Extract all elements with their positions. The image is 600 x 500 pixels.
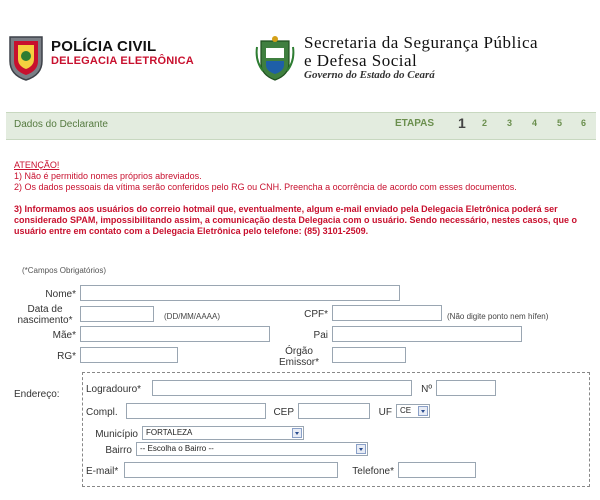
orgao-emissor-label-line1: Órgão bbox=[285, 346, 313, 357]
dropdown-arrow-icon[interactable] bbox=[292, 428, 302, 438]
nome-input[interactable] bbox=[80, 285, 400, 301]
rg-input[interactable] bbox=[80, 347, 178, 363]
bairro-label: Bairro bbox=[105, 445, 132, 456]
numero-label: Nº bbox=[421, 384, 432, 395]
municipio-select[interactable] bbox=[142, 426, 304, 440]
uf-select[interactable] bbox=[396, 404, 430, 418]
governo-subtitle: Governo do Estado do Ceará bbox=[304, 69, 435, 81]
uf-select-value: CE bbox=[400, 406, 412, 415]
pai-input[interactable] bbox=[332, 326, 522, 342]
numero-input[interactable] bbox=[436, 380, 496, 396]
logradouro-label: Logradouro* bbox=[86, 384, 142, 395]
rg-label: RG* bbox=[57, 351, 76, 362]
cpf-input[interactable] bbox=[332, 305, 442, 321]
email-label: E-mail* bbox=[86, 466, 119, 477]
mae-input[interactable] bbox=[80, 326, 270, 342]
telefone-label: Telefone* bbox=[352, 466, 394, 477]
notice-line-1: 1) Não é permitido nomes próprios abreviados. bbox=[14, 171, 202, 181]
cpf-label: CPF* bbox=[304, 309, 328, 320]
agency-title: POLÍCIA CIVIL bbox=[51, 38, 157, 55]
section-label: Dados do Declarante bbox=[14, 119, 108, 130]
bairro-select-value: -- Escolha o Bairro -- bbox=[140, 444, 214, 453]
municipio-label: Município bbox=[95, 429, 138, 440]
orgao-emissor-label-line2: Emissor* bbox=[278, 357, 319, 368]
step-4[interactable]: 4 bbox=[532, 118, 538, 128]
data-nascimento-input[interactable] bbox=[80, 306, 154, 322]
data-nascimento-label-line1: Data de bbox=[27, 304, 63, 315]
secretaria-title-line2: e Defesa Social bbox=[304, 51, 418, 70]
secretaria-title-line1: Secretaria da Segurança Pública bbox=[304, 33, 539, 52]
step-2[interactable]: 2 bbox=[482, 118, 488, 128]
data-nascimento-label-line2: nascimento* bbox=[17, 315, 73, 326]
data-nascimento-label bbox=[14, 304, 76, 326]
cep-label: CEP bbox=[273, 407, 294, 418]
step-1[interactable]: 1 bbox=[458, 115, 466, 131]
state-crest-logo bbox=[255, 35, 295, 81]
step-5[interactable]: 5 bbox=[557, 118, 563, 128]
cep-input[interactable] bbox=[298, 403, 370, 419]
telefone-input[interactable] bbox=[398, 462, 476, 478]
data-format-hint: (DD/MM/AAAA) bbox=[164, 312, 220, 321]
nome-label: Nome* bbox=[45, 289, 76, 300]
notice-line-2: 2) Os dados pessoais da vítima serão conferidos pelo RG ou CNH. Preencha a ocorrência de acordo com esses documentos. bbox=[14, 182, 517, 192]
step-3[interactable]: 3 bbox=[507, 118, 513, 128]
notice-line-3: 3) Informamos aos usuários do correio hotmail que, eventualmente, algum e-mail enviado pela Delegacia Eletrônica poderá ser considerado SPAM, impossibilitando assim, a comunicação desta Delegacia com o usuário. Sendo necessário, nestes casos, que o usuário entre em contato com a Delegacia Eletrônica pelo telefone: (85) 3101-2509. bbox=[14, 204, 578, 236]
dropdown-arrow-icon[interactable] bbox=[418, 406, 428, 416]
uf-label: UF bbox=[378, 407, 392, 418]
orgao-emissor-input[interactable] bbox=[332, 347, 406, 363]
etapas-label: ETAPAS bbox=[395, 118, 435, 129]
step-6[interactable]: 6 bbox=[581, 118, 587, 128]
required-fields-note: (*Campos Obrigatórios) bbox=[22, 266, 107, 275]
pai-label: Pai bbox=[313, 330, 328, 341]
dropdown-arrow-icon[interactable] bbox=[356, 444, 366, 454]
logradouro-input[interactable] bbox=[152, 380, 412, 396]
email-input[interactable] bbox=[124, 462, 338, 478]
endereco-label: Endereço: bbox=[14, 389, 60, 400]
police-badge-logo bbox=[6, 33, 46, 81]
complemento-label: Compl. bbox=[86, 407, 118, 418]
bairro-select[interactable] bbox=[136, 442, 368, 456]
complemento-input[interactable] bbox=[126, 403, 266, 419]
cpf-hint: (Não digite ponto nem hífen) bbox=[447, 312, 549, 321]
orgao-emissor-label bbox=[270, 346, 328, 368]
attention-heading: ATENÇÃO! bbox=[14, 160, 60, 170]
agency-subtitle: DELEGACIA ELETRÔNICA bbox=[51, 55, 194, 67]
municipio-select-value: FORTALEZA bbox=[146, 428, 193, 437]
mae-label: Mãe* bbox=[52, 330, 76, 341]
